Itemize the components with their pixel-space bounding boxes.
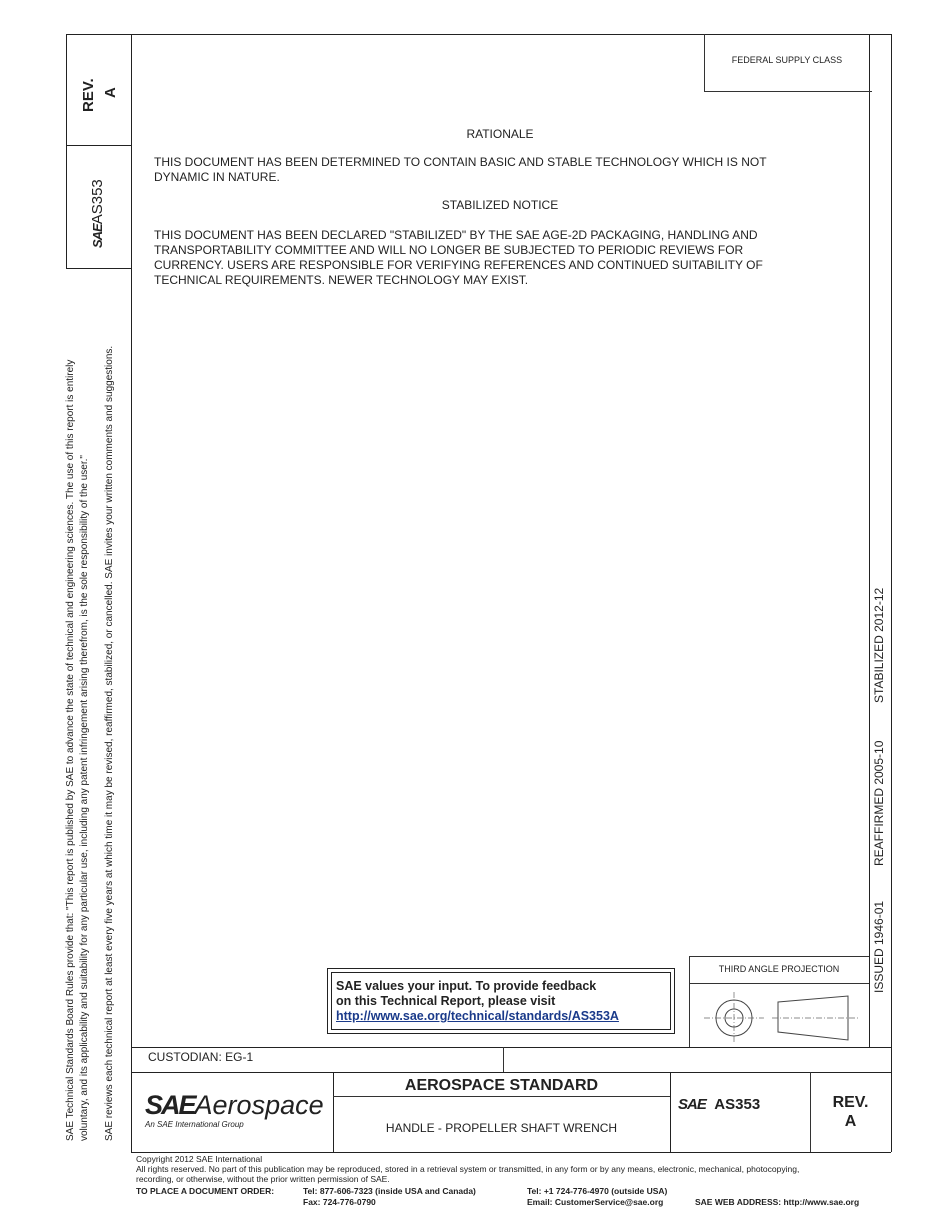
feedback-link[interactable]: http://www.sae.org/technical/standards/AS353A [336, 1009, 619, 1023]
third-angle-projection-label: THIRD ANGLE PROJECTION [718, 964, 840, 974]
frame-top [66, 34, 891, 35]
title-block-row [131, 1072, 891, 1073]
tel-intl: Tel: +1 724-776-4970 (outside USA) [527, 1186, 668, 1196]
feedback-box [327, 968, 675, 1034]
stabilized-date: STABILIZED 2012-12 [872, 587, 886, 703]
rationale-line: DYNAMIC IN NATURE. [154, 170, 280, 184]
issued-date: ISSUED 1946-01 [872, 900, 886, 993]
footer [136, 1154, 896, 1184]
notice-line-2: voluntary, and its applicability and suitability for any particular use, including any patent infringement arising therefrom, is the sole responsibility of the user." [79, 455, 90, 1141]
reaffirmed-date: REAFFIRMED 2005-10 [872, 740, 886, 866]
sae-mark-left: SAE [90, 224, 105, 248]
rationale-text [154, 155, 854, 185]
feedback-line: SAE values your input. To provide feedback [336, 979, 597, 993]
custodian-divider [503, 1047, 504, 1072]
left-box-border [66, 34, 67, 268]
title-rev-value: A [844, 1113, 857, 1130]
email: Email: CustomerService@sae.org [527, 1197, 664, 1207]
title-block-col2 [670, 1072, 671, 1152]
notice-line-3: SAE reviews each technical report at least every five years at which time it may be revised, reaffirmed, stabilized, or cancelled. SAE invites your written comments and suggestions. [104, 345, 115, 1141]
logo-sae: SAE [145, 1090, 195, 1120]
left-rev-value: A [102, 87, 119, 98]
doc-type: AEROSPACE STANDARD [404, 1077, 599, 1094]
frame-right [891, 34, 892, 1152]
notice-line-1: SAE Technical Standards Board Rules provide that: "This report is published by SAE to advance the state of technical and engineering sciences. The use of this report is entirely [65, 359, 76, 1141]
left-box-divider [66, 145, 131, 146]
rights-line: All rights reserved. No part of this publication may be reproduced, stored in a retrieval system or transmitted, in any form or by any means, electronic, mechanical, photocopying, [136, 1164, 800, 1174]
stabilized-text [154, 228, 854, 288]
frame-inner-right [869, 34, 870, 1047]
doc-type-divider [333, 1096, 670, 1097]
doc-title: HANDLE - PROPELLER SHAFT WRENCH [385, 1121, 618, 1135]
stabilized-heading: STABILIZED NOTICE [441, 198, 559, 212]
fsc-box-bottom [704, 91, 872, 92]
left-rev-label: REV. [80, 78, 97, 112]
feedback-inner [331, 972, 671, 1030]
title-rev-label: REV. [832, 1094, 869, 1111]
stabilized-line: TRANSPORTABILITY COMMITTEE AND WILL NO LONGER BE SUBJECTED TO PERIODIC REVIEWS FOR [154, 243, 744, 257]
federal-supply-class-label: FEDERAL SUPPLY CLASS [731, 55, 843, 65]
logo-aerospace: Aerospace [194, 1090, 324, 1120]
stabilized-line: THIS DOCUMENT HAS BEEN DECLARED "STABILIZED" BY THE SAE AGE-2D PACKAGING, HANDLING AND [154, 228, 758, 242]
sae-mark-title: SAE [678, 1096, 706, 1113]
left-box-bottom [66, 268, 131, 269]
copyright: Copyright 2012 SAE International [136, 1154, 263, 1164]
title-block-bottom [131, 1152, 891, 1153]
sae-aerospace-logo [145, 1090, 324, 1121]
rationale-heading: RATIONALE [466, 127, 534, 141]
third-angle-projection-icon [690, 984, 868, 1046]
custodian-label: CUSTODIAN: EG-1 [148, 1050, 254, 1064]
rights-line: recording, or otherwise, without the prior written permission of SAE. [136, 1174, 390, 1184]
logo-tagline: An SAE International Group [145, 1120, 244, 1129]
title-block-top [131, 1047, 891, 1048]
tel-us: Tel: 877-606-7323 (inside USA and Canada) [303, 1186, 476, 1196]
fax: Fax: 724-776-0790 [303, 1197, 376, 1207]
rationale-line: THIS DOCUMENT HAS BEEN DETERMINED TO CONTAIN BASIC AND STABLE TECHNOLOGY WHICH IS NOT [154, 155, 767, 169]
left-doc-id [89, 179, 106, 248]
title-doc-number: AS353 [714, 1096, 761, 1113]
stabilized-line: TECHNICAL REQUIREMENTS. NEWER TECHNOLOGY MAY EXIST. [154, 273, 529, 287]
feedback-line: on this Technical Report, please visit [336, 994, 556, 1008]
title-rev [810, 1093, 891, 1131]
stabilized-line: CURRENCY. USERS ARE RESPONSIBLE FOR VERIFYING REFERENCES AND CONTINUED SUITABILITY OF [154, 258, 763, 272]
feedback-text [336, 979, 619, 1024]
order-label: TO PLACE A DOCUMENT ORDER: [136, 1186, 275, 1196]
proj-top [689, 956, 869, 957]
web-address: SAE WEB ADDRESS: http://www.sae.org [695, 1197, 860, 1207]
title-doc-id [678, 1096, 760, 1114]
left-doc-number: AS353 [89, 179, 106, 225]
